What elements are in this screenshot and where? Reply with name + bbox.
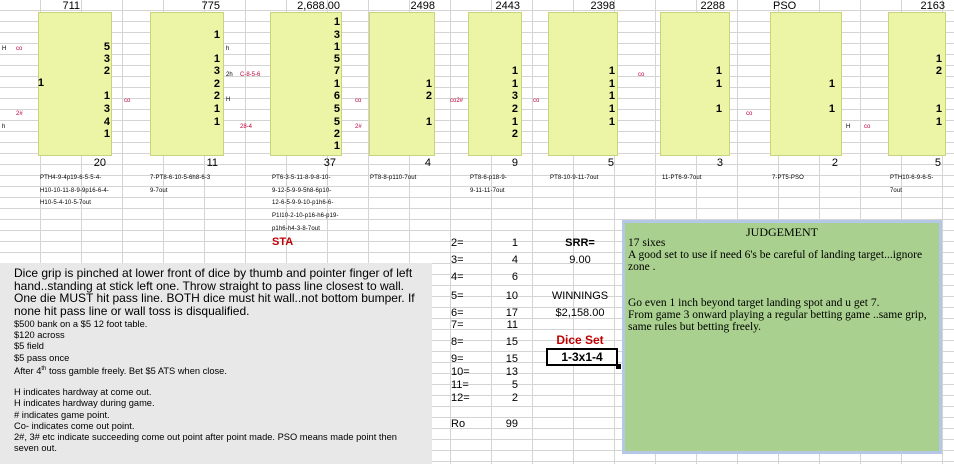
dice-set-selected-cell[interactable]: 1-3x1-4 [546, 348, 618, 366]
roll-cell[interactable]: 1 [511, 78, 518, 90]
roll-note[interactable]: PT6-3-5-11-8-9-8-10- [272, 175, 331, 181]
mark-label: 2# [355, 124, 362, 130]
judgement-box[interactable] [622, 220, 942, 454]
roll-count-label[interactable]: 2= [451, 237, 464, 249]
roll-note[interactable]: H10-5-4-10-5-7out [40, 200, 92, 206]
roll-cell[interactable]: 2 [213, 90, 220, 102]
legend-line: H indicates hardway at come out. [14, 387, 152, 398]
roll-note[interactable]: 9-11-11-7out [470, 188, 505, 194]
after-4th-text: After 4 [14, 365, 42, 376]
judgement-body [628, 237, 938, 333]
after-4th-line [14, 364, 424, 377]
mark-label: co [355, 98, 362, 104]
roll-cell[interactable]: 3 [103, 53, 110, 65]
mark-label: co [533, 98, 540, 104]
roll-cell[interactable]: 7 [333, 65, 340, 77]
roll-cell[interactable]: 1 [935, 116, 942, 128]
roll-cell[interactable]: 2 [511, 103, 518, 115]
roll-count-value[interactable]: 15 [505, 353, 518, 365]
roll-cell[interactable]: 2 [213, 78, 220, 90]
roll-note[interactable]: 9-7out [150, 188, 168, 194]
pass-line: $5 pass once [14, 352, 70, 363]
mark-label: co [864, 124, 871, 130]
col-header-7[interactable]: 2288 [700, 0, 725, 12]
roll-cell[interactable]: 1 [425, 78, 432, 90]
roll-cell[interactable]: 1 [333, 140, 340, 152]
judgement-line: A good set to use if need 6's be careful of landing target...ignore zone . [628, 249, 923, 273]
column-total[interactable]: 11 [206, 157, 218, 169]
roll-cell[interactable]: 1 [103, 128, 110, 140]
roll-cell[interactable]: 1 [935, 103, 942, 115]
mark-label: C-8-5-6 [240, 72, 261, 78]
roll-count-value[interactable]: 1 [511, 237, 518, 249]
col-header-5[interactable]: 2443 [495, 0, 520, 12]
col-header-6[interactable]: 2398 [590, 0, 615, 12]
field-line: $5 field [14, 341, 44, 352]
roll-cell[interactable]: 2 [425, 90, 432, 102]
col-header-8[interactable]: PSO [773, 0, 797, 12]
roll-cell[interactable]: 1 [511, 65, 518, 77]
roll-cell[interactable]: 3 [333, 29, 340, 41]
legend-line: H indicates hardway during game. [14, 398, 155, 409]
roll-count-value[interactable]: 5 [511, 379, 518, 391]
roll-note[interactable]: 12-6-5-9-9-10-p1h6-6- [272, 200, 334, 206]
column-total[interactable]: 37 [323, 157, 336, 169]
mark-label: co [124, 98, 131, 104]
after-4th-rest: toss gamble freely. Bet $5 ATS when close. [46, 365, 227, 376]
winnings-value[interactable]: $2,158.00 [555, 307, 605, 319]
roll-count-label[interactable]: 12= [451, 392, 470, 404]
roll-cell[interactable]: 3 [103, 103, 110, 115]
roll-count-value[interactable]: 13 [505, 366, 518, 378]
roll-cell[interactable]: 1 [333, 16, 340, 28]
roll-note[interactable]: H10-10-11-8-9-9p16-6-4- [40, 188, 109, 194]
bank-line: $500 bank on a $5 12 foot table. [14, 319, 148, 329]
column-total[interactable]: 5 [607, 157, 614, 169]
roll-cell[interactable]: 1 [715, 78, 722, 90]
roll-cell[interactable]: 1 [425, 116, 432, 128]
roll-note[interactable]: p1h6-h4-3-8-7out [272, 226, 320, 232]
roll-cell[interactable]: 6 [333, 90, 340, 102]
roll-note[interactable]: PT8-6-p18-9- [470, 175, 507, 181]
col-header-2[interactable]: 775 [201, 0, 220, 12]
roll-cell[interactable]: 2 [935, 65, 942, 77]
roll-cell[interactable]: 1 [213, 53, 220, 65]
roll-cell[interactable]: 1 [608, 116, 615, 128]
roll-count-value[interactable]: 6 [511, 271, 518, 283]
legend-line: # indicates game point. [14, 409, 110, 420]
roll-count-label[interactable]: 11= [451, 379, 469, 391]
roll-cell[interactable]: 1 [213, 103, 220, 115]
roll-count-label[interactable]: 10= [451, 366, 470, 378]
mark-label: H [846, 124, 851, 130]
judgement-line: Go even 1 inch beyond target landing spot and u get 7. [628, 297, 880, 309]
roll-block-9 [888, 12, 946, 156]
mark-label: co [638, 72, 645, 78]
roll-note[interactable]: 9-12-5-9-9-5h8-6p10- [272, 188, 332, 194]
roll-cell[interactable]: 1 [715, 65, 722, 77]
mark-label: h [226, 46, 230, 52]
judgement-title: JUDGEMENT [746, 225, 818, 239]
roll-cell[interactable]: 2 [333, 128, 340, 140]
roll-cell[interactable]: 1 [828, 103, 835, 115]
roll-note[interactable]: PT8-10-9-11-7out [550, 175, 599, 181]
mark-label: 28-4 [240, 124, 253, 130]
legend-line: Co- indicates come out point. [14, 420, 135, 431]
column-total[interactable]: 20 [93, 157, 106, 169]
mark-label: H [2, 46, 7, 52]
mark-label: 2h [226, 72, 233, 78]
roll-count-label[interactable]: 5= [451, 290, 464, 302]
roll-cell[interactable]: 1 [511, 116, 518, 128]
roll-count-label[interactable]: 6= [451, 307, 464, 319]
mark-label: co2# [450, 98, 464, 104]
mark-label: H [226, 97, 231, 103]
roll-cell[interactable]: 1 [213, 29, 220, 41]
winnings-label[interactable]: WINNINGS [551, 290, 609, 302]
col-header-4[interactable]: 2498 [410, 0, 435, 12]
roll-count-label[interactable]: 8= [451, 336, 464, 348]
roll-cell[interactable]: 5 [333, 103, 340, 115]
roll-cell[interactable]: 2 [103, 65, 110, 77]
roll-cell[interactable]: 1 [608, 78, 615, 90]
roll-cell[interactable]: 1 [333, 41, 340, 53]
judgement-line: 17 sixes [628, 237, 666, 249]
roll-cell[interactable]: 2 [511, 128, 518, 140]
roll-count-value[interactable]: 15 [505, 336, 518, 348]
roll-note[interactable]: 7out [890, 188, 903, 194]
dice-set-title[interactable]: Dice Set [556, 333, 604, 347]
roll-cell[interactable]: 1 [333, 78, 340, 90]
srr-label[interactable]: SRR= [565, 237, 595, 249]
roll-cell[interactable]: 1 [828, 78, 835, 90]
roll-count-label[interactable]: 3= [451, 254, 464, 266]
srr-value[interactable]: 9.00 [569, 254, 591, 266]
roll-note[interactable]: 7-PT8-6-10-5-6h8-6-3 [150, 175, 211, 181]
roll-cell[interactable]: 1 [715, 103, 722, 115]
col-header-3[interactable]: 2,688.00 [297, 0, 340, 12]
roll-note[interactable]: PTH10-6-9-6-5- [890, 175, 934, 181]
column-total[interactable]: 2 [831, 157, 838, 169]
legend-line: 2#, 3# etc indicate succeeding come out point after point made. PSO means made point then seven out. [14, 431, 397, 454]
roll-cell[interactable]: 4 [103, 116, 110, 128]
roll-note[interactable]: PT8-8-p110-7out [370, 175, 417, 181]
roll-count-value[interactable]: 99 [505, 418, 518, 430]
roll-count-value[interactable]: 10 [505, 290, 518, 302]
mark-label: co [16, 46, 23, 52]
roll-cell[interactable]: 1 [935, 53, 942, 65]
roll-cell[interactable]: 1 [103, 90, 110, 102]
roll-cell[interactable]: 1 [608, 65, 615, 77]
after-4th-sup: th [41, 365, 47, 372]
roll-note[interactable]: 7-PT5-PSO [772, 175, 804, 181]
roll-count-label[interactable]: 9= [451, 353, 464, 365]
strategy-notes-box[interactable] [0, 263, 432, 464]
roll-cell[interactable]: 3 [213, 65, 220, 77]
roll-cell[interactable]: 3 [511, 90, 518, 102]
col-header-1[interactable]: 711 [62, 0, 80, 12]
across-line: $120 across [14, 330, 65, 341]
column-total[interactable]: 3 [716, 157, 723, 169]
roll-note[interactable]: PTH4-9-4p19-6-5-5-4- [40, 175, 102, 181]
col-header-9[interactable]: 2163 [920, 0, 945, 12]
roll-count-label[interactable]: 4= [451, 271, 464, 283]
roll-count-value[interactable]: 11 [506, 319, 518, 331]
column-total[interactable]: 9 [511, 157, 518, 169]
roll-cell[interactable]: 1 [37, 77, 44, 89]
sta-label[interactable]: STA [272, 236, 294, 248]
roll-count-label[interactable]: 7= [451, 319, 464, 331]
roll-cell[interactable]: 1 [608, 103, 615, 115]
roll-count-value[interactable]: 2 [511, 392, 518, 404]
mark-label: co [746, 111, 753, 117]
column-total[interactable]: 4 [424, 157, 431, 169]
roll-count-label[interactable]: Ro [451, 418, 466, 430]
roll-note[interactable]: 11-PT6-9-7out [662, 175, 702, 181]
judgement-line: From game 3 onward playing a regular betting game ..same grip, same rules but betting freely. [628, 309, 927, 333]
mark-label: h [2, 124, 6, 130]
grip-instructions: Dice grip is pinched at lower front of dice by thumb and pointer finger of left hand..standing at stick left one. Throw straight to pass line closest to wall. One die MUST hit pass line. BOTH dice must hit wall..not bottom bumper. If none hit pass line or wall toss is disqualified. [14, 266, 415, 318]
roll-count-value[interactable]: 4 [511, 254, 518, 266]
roll-cell[interactable]: 1 [608, 90, 615, 102]
roll-cell[interactable]: 5 [333, 116, 340, 128]
roll-cell[interactable]: 1 [213, 116, 220, 128]
column-total[interactable]: 5 [934, 157, 941, 169]
roll-note[interactable]: P1I10-2-10-p16-h6-p19- [272, 213, 339, 219]
roll-count-value[interactable]: 17 [505, 307, 518, 319]
mark-label: 2# [16, 111, 23, 117]
roll-cell[interactable]: 5 [333, 53, 340, 65]
roll-cell[interactable]: 5 [103, 41, 110, 53]
